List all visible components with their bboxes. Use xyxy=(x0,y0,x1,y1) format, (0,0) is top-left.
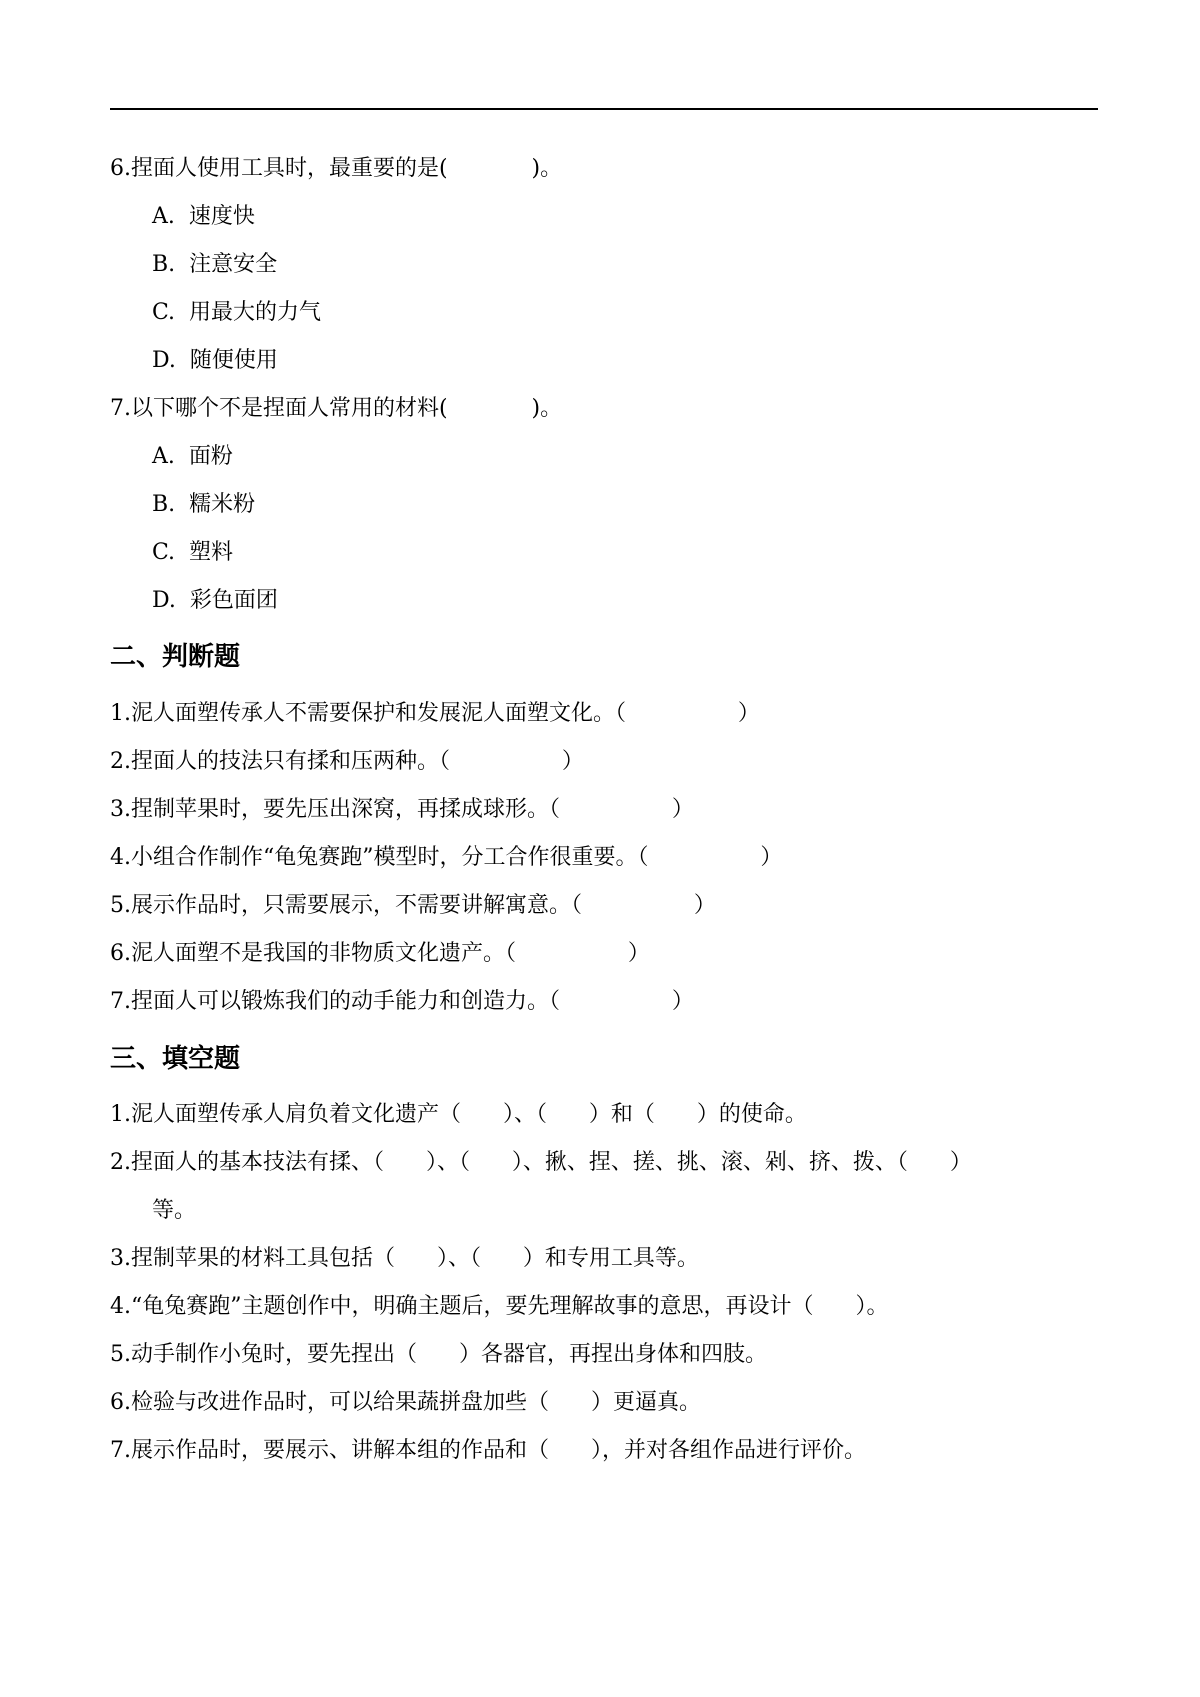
section-heading-fill: 三、填空题 xyxy=(110,1044,241,1074)
fill-item-2: 2.捏面人的基本技法有揉、（ ）、（ ）、揪、捏、搓、挑、滚、剁、挤、拨、（ ） xyxy=(110,1150,972,1175)
mcq-q7-option-c: C. 塑料 xyxy=(152,540,234,565)
mcq-q7-option-a: A. 面粉 xyxy=(152,444,233,469)
fill-item-1: 1.泥人面塑传承人肩负着文化遗产（ ）、（ ）和（ ）的使命。 xyxy=(110,1102,807,1127)
section-heading-judge: 二、判断题 xyxy=(110,642,241,672)
mcq-q6-option-c: C. 用最大的力气 xyxy=(152,300,322,325)
judge-item-6: 6.泥人面塑不是我国的非物质文化遗产。（ ） xyxy=(110,941,650,966)
mcq-q7-option-b: B. 糯米粉 xyxy=(152,492,256,517)
fill-item-7: 7.展示作品时，要展示、讲解本组的作品和（ ），并对各组作品进行评价。 xyxy=(110,1438,866,1463)
fill-item-3: 3.捏制苹果的材料工具包括（ ）、（ ）和专用工具等。 xyxy=(110,1246,699,1271)
fill-item-5: 5.动手制作小兔时，要先捏出（ ）各器官，再捏出身体和四肢。 xyxy=(110,1342,767,1367)
judge-item-2: 2.捏面人的技法只有揉和压两种。（ ） xyxy=(110,749,584,774)
mcq-q7-option-d: D. 彩色面团 xyxy=(152,588,278,613)
mcq-q6-stem: 6.捏面人使用工具时，最重要的是( )。 xyxy=(110,156,563,181)
fill-item-2-continuation: 等。 xyxy=(152,1198,197,1223)
mcq-q6-option-a: A. 速度快 xyxy=(152,204,255,229)
fill-item-4: 4.“龟兔赛跑”主题创作中，明确主题后，要先理解故事的意思，再设计（ ）。 xyxy=(110,1294,889,1319)
judge-item-5: 5.展示作品时，只需要展示，不需要讲解寓意。（ ） xyxy=(110,893,716,918)
mcq-q6-option-b: B. 注意安全 xyxy=(152,252,278,277)
judge-item-3: 3.捏制苹果时，要先压出深窝，再揉成球形。（ ） xyxy=(110,797,694,822)
judge-item-7: 7.捏面人可以锻炼我们的动手能力和创造力。（ ） xyxy=(110,989,694,1014)
fill-item-6: 6.检验与改进作品时，可以给果蔬拼盘加些（ ）更逼真。 xyxy=(110,1390,701,1415)
header-rule xyxy=(110,108,1098,110)
mcq-q7-stem: 7.以下哪个不是捏面人常用的材料( )。 xyxy=(110,396,563,421)
mcq-q6-option-d: D. 随便使用 xyxy=(152,348,278,373)
judge-item-4: 4.小组合作制作“龟兔赛跑”模型时，分工合作很重要。（ ） xyxy=(110,845,783,870)
judge-item-1: 1.泥人面塑传承人不需要保护和发展泥人面塑文化。（ ） xyxy=(110,701,760,726)
